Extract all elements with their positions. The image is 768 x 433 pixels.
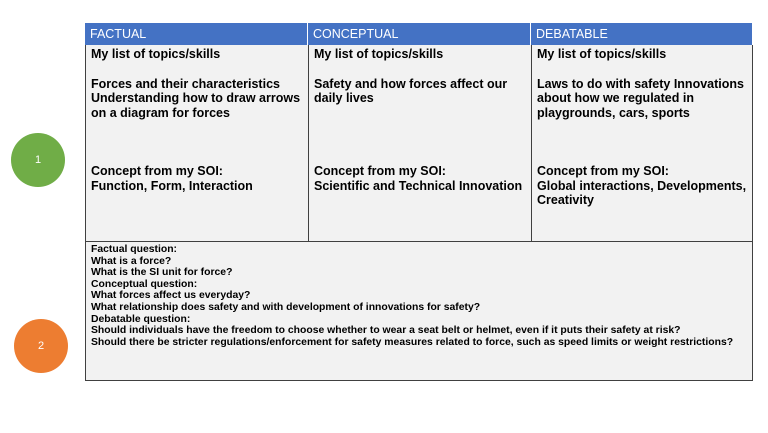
soi-text: Function, Form, Interaction [91, 178, 253, 193]
question-line: What relationship does safety and with development of innovations for safety? [91, 301, 481, 313]
question-line: What is the SI unit for force? [91, 267, 233, 279]
question-line: Should individuals have the freedom to choose whether to wear a seat belt or helmet, even if it puts their safety at risk? [91, 325, 681, 337]
soi-text: Global interactions, Developments, Creativity [537, 178, 747, 207]
question-line: Conceptual question: [91, 278, 198, 290]
question-line: Should there be stricter regulations/enforcement for safety measures related to force, such as speed limits or weight restrictions? [91, 336, 734, 348]
header-debatable: DEBATABLE [531, 23, 753, 45]
soi-block [314, 164, 527, 193]
question-line: Factual question: [91, 244, 178, 255]
soi-block [91, 164, 304, 193]
topics-text: Forces and their characteristics Understanding how to draw arrows on a diagram for forces [91, 76, 301, 120]
header-factual: FACTUAL [85, 23, 308, 45]
topics-text: Laws to do with safety Innovations about how we regulated in playgrounds, cars, sports [537, 76, 744, 120]
question-line: What forces affect us everyday? [91, 290, 251, 302]
questions-box [85, 242, 753, 381]
topics-heading: My list of topics/skills [91, 47, 221, 61]
topics-heading: My list of topics/skills [537, 47, 667, 61]
step-marker-1: 1 [11, 133, 65, 187]
soi-text: Scientific and Technical Innovation [314, 178, 523, 193]
cell-debatable [531, 45, 753, 242]
soi-heading: Concept from my SOI: [537, 164, 669, 178]
soi-heading: Concept from my SOI: [91, 164, 223, 178]
soi-heading: Concept from my SOI: [314, 164, 446, 178]
cell-conceptual [308, 45, 531, 242]
inquiry-table [85, 23, 753, 242]
question-line: Debatable question: [91, 313, 191, 325]
topics-heading: My list of topics/skills [314, 47, 444, 61]
header-conceptual: CONCEPTUAL [308, 23, 531, 45]
topics-text: Safety and how forces affect our daily lives [314, 76, 508, 105]
cell-factual [85, 45, 308, 242]
question-line: What is a force? [91, 255, 172, 267]
soi-block [537, 164, 748, 208]
step-marker-2: 2 [14, 319, 68, 373]
